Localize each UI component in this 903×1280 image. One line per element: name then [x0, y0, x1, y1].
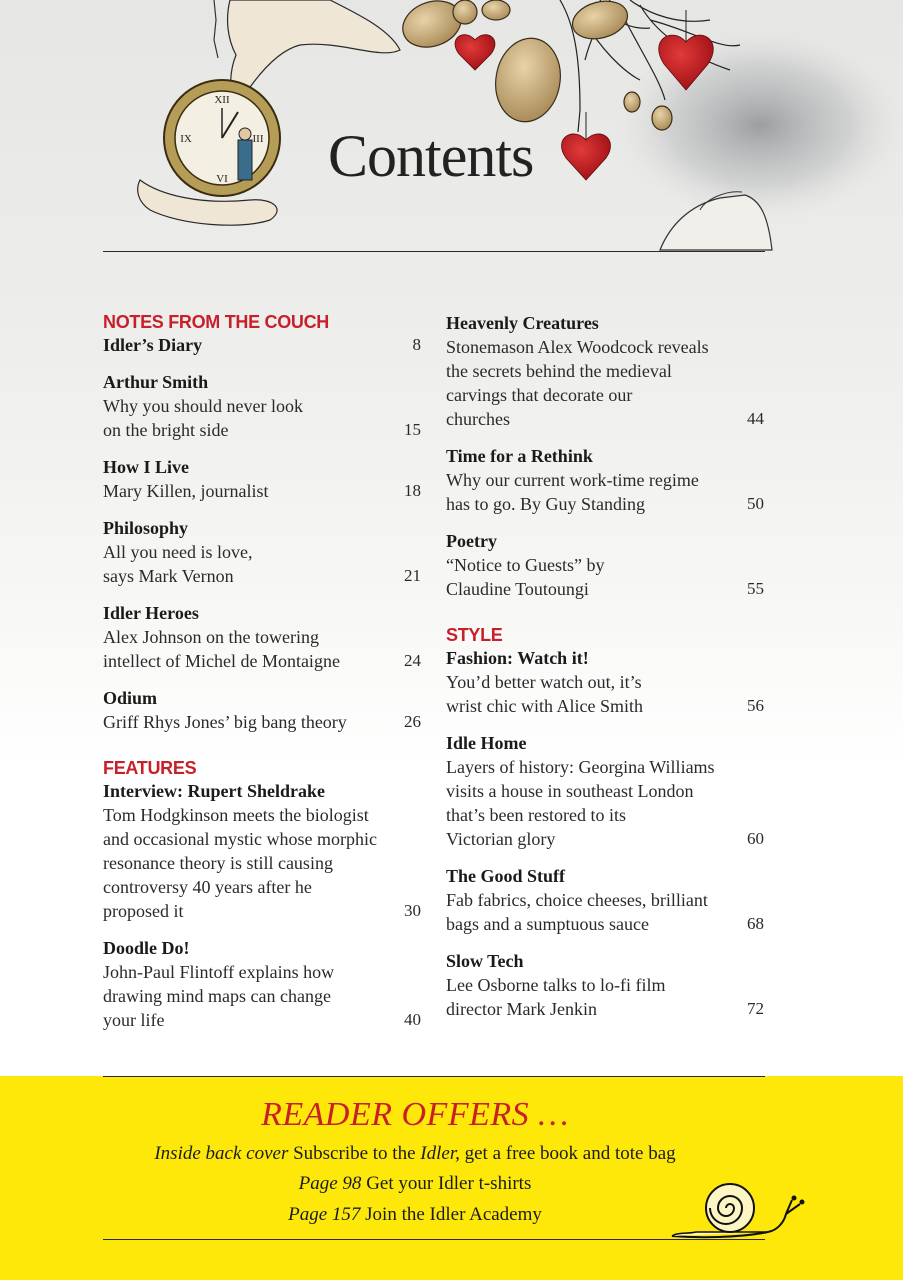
- entry-heading: Arthur Smith: [103, 372, 209, 392]
- entry-heading-row: [446, 444, 764, 468]
- entry-line: drawing mind maps can change: [103, 986, 331, 1006]
- offer-text: Subscribe to the: [293, 1143, 421, 1164]
- entry-body: [446, 670, 764, 718]
- offer-text: Join the Idler Academy: [365, 1204, 542, 1225]
- entry-line: director Mark Jenkin: [446, 999, 597, 1019]
- entry-body: [103, 479, 421, 503]
- entry-line: John-Paul Flintoff explains how: [103, 962, 335, 982]
- page-title: Contents: [328, 123, 534, 189]
- page-number: 50: [747, 494, 764, 513]
- entry-body: [446, 755, 764, 851]
- entry-body: [446, 553, 764, 601]
- entry-heading-row: [446, 731, 764, 755]
- tiny-man: [238, 140, 252, 180]
- entry-line: says Mark Vernon: [103, 566, 234, 586]
- entry-heading: Interview: Rupert Sheldrake: [103, 781, 325, 801]
- page-number: 72: [747, 999, 764, 1018]
- footer-rule-top: [103, 1076, 765, 1077]
- offer-line-1[interactable]: [0, 1143, 830, 1165]
- entry-heading: Time for a Rethink: [446, 446, 593, 466]
- svg-text:VI: VI: [216, 173, 228, 185]
- entry-line: Victorian glory: [446, 829, 556, 849]
- svg-text:III: III: [252, 133, 264, 145]
- entry-line: the secrets behind the medieval: [446, 361, 672, 381]
- entry-line: Lee Osborne talks to lo-fi film: [446, 975, 666, 995]
- entry-body: [446, 888, 764, 936]
- entry-heading-row: [103, 601, 421, 625]
- offer-text: Get your Idler t-shirts: [366, 1173, 532, 1194]
- page-number: 44: [747, 409, 764, 428]
- entry-heading: Odium: [103, 688, 158, 708]
- entry-line: proposed it: [103, 901, 184, 921]
- reader-offers-title: READER OFFERS …: [261, 1096, 569, 1133]
- entry-body: [446, 468, 764, 516]
- contents-entry[interactable]: [103, 370, 421, 442]
- entry-line: visits a house in southeast London: [446, 781, 694, 801]
- page-number: 26: [404, 712, 421, 731]
- contents-entry[interactable]: [446, 949, 764, 1021]
- page-number: 30: [404, 901, 421, 920]
- entry-heading: Slow Tech: [446, 951, 524, 971]
- header-illustration: [0, 0, 903, 255]
- contents-right-column: [446, 311, 764, 1034]
- offer-ref: Page 98: [298, 1173, 362, 1194]
- contents-left-column: [103, 311, 421, 1045]
- entry-heading: Idler’s Diary: [103, 335, 203, 355]
- entry-line: has to go. By Guy Standing: [446, 494, 646, 514]
- contents-entry[interactable]: [446, 311, 764, 431]
- entry-line: bags and a sumptuous sauce: [446, 914, 649, 934]
- page-number: 56: [747, 696, 764, 715]
- svg-text:XII: XII: [214, 94, 230, 106]
- entry-heading: How I Live: [103, 457, 190, 477]
- contents-entry[interactable]: [446, 529, 764, 601]
- entry-body: [103, 625, 421, 673]
- contents-entry[interactable]: [103, 601, 421, 673]
- page-number: 68: [747, 914, 764, 933]
- entry-heading-row: [446, 529, 764, 553]
- entry-heading: Idler Heroes: [103, 603, 199, 623]
- watch-chain: [214, 0, 218, 58]
- offer-text-end: get a free book and tote bag: [459, 1143, 676, 1164]
- contents-entry[interactable]: [446, 864, 764, 936]
- entry-line: on the bright side: [103, 420, 229, 440]
- entry-line: Layers of history: Georgina Williams: [446, 757, 715, 777]
- entry-line: controversy 40 years after he: [103, 877, 312, 897]
- entry-line: Tom Hodgkinson meets the biologist: [103, 805, 369, 825]
- hand-sketch: [228, 0, 400, 100]
- page-number: 15: [404, 420, 421, 439]
- entry-line: Griff Rhys Jones’ big bang theory: [103, 712, 347, 732]
- entry-heading: Heavenly Creatures: [446, 313, 599, 333]
- snail-icon: [668, 1174, 818, 1246]
- entry-line: resonance theory is still causing: [103, 853, 333, 873]
- reader-offers-banner: [0, 1076, 903, 1280]
- section-gap: [103, 747, 421, 757]
- entry-heading-row: [446, 864, 764, 888]
- entry-body: [446, 973, 764, 1021]
- entry-body: [103, 710, 421, 734]
- pocket-watch-icon: [164, 80, 280, 196]
- page-number: 21: [404, 566, 421, 585]
- offer-ref: Inside back cover: [154, 1143, 289, 1164]
- entry-heading: The Good Stuff: [446, 866, 566, 886]
- entry-heading: Poetry: [446, 531, 497, 551]
- entry-body: [103, 803, 421, 923]
- page-number: 18: [404, 481, 421, 500]
- offer-ref: Page 157: [288, 1204, 361, 1225]
- entry-line: Why you should never look: [103, 396, 303, 416]
- footer-rule-bottom: [103, 1239, 765, 1240]
- contents-entry[interactable]: [103, 516, 421, 588]
- entry-heading-row: [103, 516, 421, 540]
- entry-line: Alex Johnson on the towering: [103, 627, 319, 647]
- entry-line: Fab fabrics, choice cheeses, brilliant: [446, 890, 708, 910]
- entry-heading: Philosophy: [103, 518, 189, 538]
- entry-line: intellect of Michel de Montaigne: [103, 651, 340, 671]
- contents-entry[interactable]: [103, 686, 421, 734]
- contents-entry[interactable]: [446, 731, 764, 851]
- potatoes: [396, 0, 672, 130]
- entry-line: Claudine Toutoungi: [446, 579, 589, 599]
- entry-line: that’s been restored to its: [446, 805, 626, 825]
- entry-line: You’d better watch out, it’s: [446, 672, 642, 692]
- entry-heading-row: [446, 646, 764, 670]
- entry-line: Mary Killen, journalist: [103, 481, 269, 501]
- entry-heading-row: [103, 686, 421, 710]
- svg-text:IX: IX: [180, 133, 192, 145]
- entry-line: your life: [103, 1010, 165, 1030]
- contents-entry[interactable]: [446, 444, 764, 516]
- header-rule: [103, 251, 765, 252]
- entry-heading-row: [103, 370, 421, 394]
- entry-heading: Idle Home: [446, 733, 527, 753]
- entry-heading: Doodle Do!: [103, 938, 190, 958]
- entry-body: [103, 540, 421, 588]
- entry-body: [103, 960, 421, 1032]
- entry-line: Why our current work-time regime: [446, 470, 699, 490]
- entry-line: Stonemason Alex Woodcock reveals: [446, 337, 709, 357]
- page-number: 40: [404, 1010, 421, 1029]
- entry-heading-row: [103, 455, 421, 479]
- entry-heading-row: [103, 936, 421, 960]
- page-number: 8: [412, 335, 421, 354]
- section-heading: STYLE: [446, 625, 503, 645]
- entry-heading-row: [446, 949, 764, 973]
- contents-entry[interactable]: [103, 333, 421, 357]
- entry-line: carvings that decorate our: [446, 385, 633, 405]
- entry-line: and occasional mystic whose morphic: [103, 829, 377, 849]
- entry-line: All you need is love,: [103, 542, 253, 562]
- entry-body: [103, 394, 421, 442]
- section-heading: NOTES FROM THE COUCH: [103, 312, 329, 332]
- offer-emphasis: Idler,: [420, 1143, 460, 1164]
- entry-line: churches: [446, 409, 510, 429]
- contents-entry[interactable]: [103, 936, 421, 1032]
- contents-entry[interactable]: [103, 779, 421, 923]
- page-number: 24: [404, 651, 421, 670]
- entry-line: “Notice to Guests” by: [446, 555, 605, 575]
- contents-entry[interactable]: [446, 646, 764, 718]
- page-number: 55: [747, 579, 764, 598]
- page-number: 60: [747, 829, 764, 848]
- section-heading: FEATURES: [103, 758, 197, 778]
- section-gap: [446, 614, 764, 624]
- entry-line: wrist chic with Alice Smith: [446, 696, 643, 716]
- contents-entry[interactable]: [103, 455, 421, 503]
- entry-heading-row: [103, 333, 421, 357]
- entry-body: [446, 335, 764, 431]
- entry-heading-row: [446, 311, 764, 335]
- entry-heading-row: [103, 779, 421, 803]
- entry-heading: Fashion: Watch it!: [446, 648, 589, 668]
